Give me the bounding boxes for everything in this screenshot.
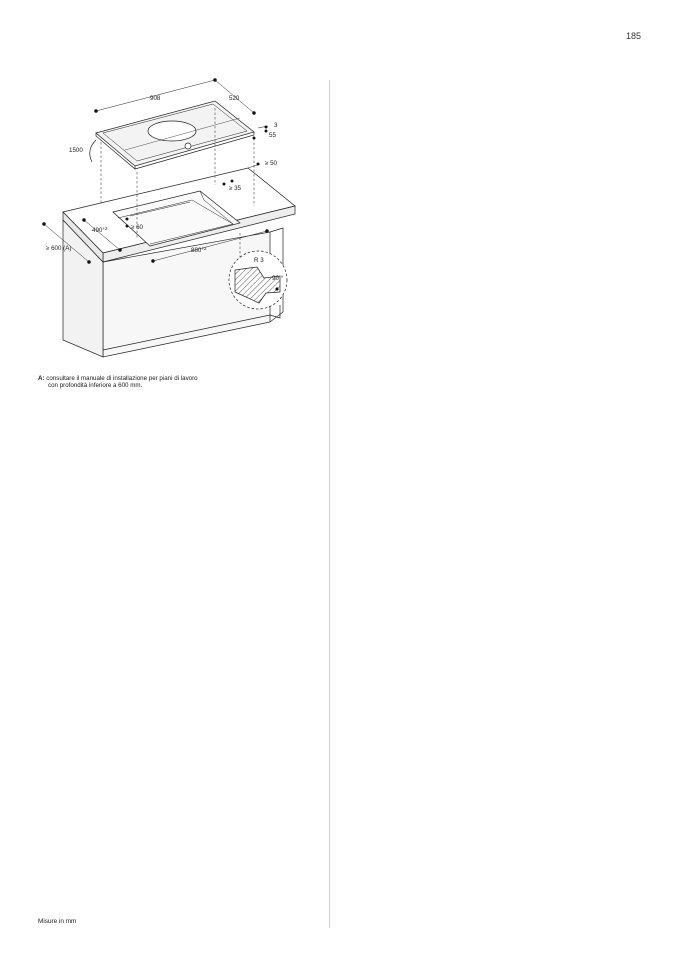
dim-thickness-top: 3 (274, 122, 278, 129)
dim-angle: 90 ° (272, 275, 284, 282)
cable (90, 140, 96, 162)
dim-cutout-depth-tolerance: +2 (102, 226, 108, 231)
footnote-line2: con profondità inferiore a 600 mm. (48, 382, 143, 390)
dim-depth-hob: 520 (229, 95, 240, 102)
dim-cutout-width-tolerance: +2 (201, 246, 207, 251)
dim-rear-clearance: ≥ 50 (265, 160, 277, 167)
dim-cutout-rear: ≥ 35 (229, 185, 241, 192)
dim-radius: R 3 (254, 257, 264, 264)
footnote-line1: consultare il manuale di installazione per piani di lavoro (46, 375, 198, 382)
dim-width-hob: 908 (150, 95, 161, 102)
dim-cutout-width-value: 880 (191, 247, 202, 254)
dim-worktop-depth: ≥ 600 (A) (46, 245, 72, 252)
footnote-label: A: (38, 375, 45, 382)
dim-height-hob: 55 (269, 132, 276, 139)
dim-side-clearance: ≥ 60 (131, 224, 143, 231)
dim-cutout-depth-value: 490 (92, 227, 103, 234)
page-number: 185 (626, 31, 642, 41)
column-divider (329, 80, 330, 928)
dim-cable: 1500 (69, 147, 83, 154)
hob-burner (148, 121, 196, 141)
units-footer: Misure in mm (38, 918, 77, 925)
footnote (38, 375, 258, 390)
